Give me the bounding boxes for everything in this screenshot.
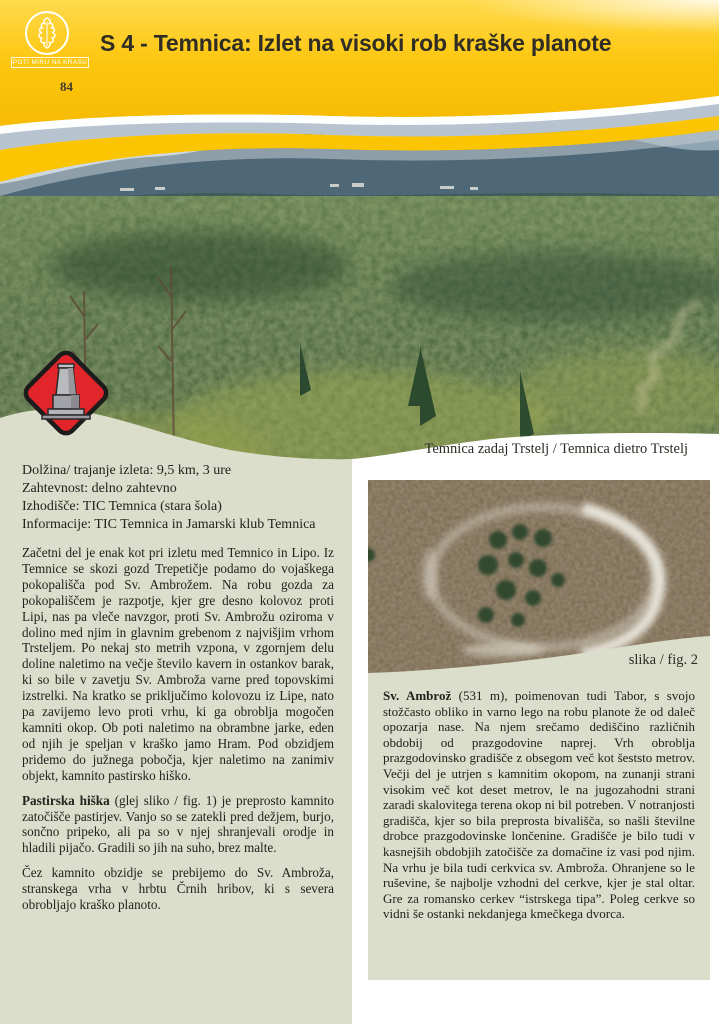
paragraph-sv-ambroz — [383, 688, 695, 922]
logo-label: POTI MIRU NA KRASU — [12, 59, 88, 66]
dark-scrub — [390, 251, 719, 321]
page-number: 84 — [60, 79, 73, 94]
info-difficulty: Zahtevnost: delno zahtevno — [22, 481, 177, 496]
hero-photo-caption: Temnica zadaj Trstelj / Temnica dietro Trstelj — [424, 441, 688, 457]
paragraph-summit: Čez kamnito obzidje se prebijemo do Sv. Ambroža, stranskega vrha v hrbtu Črnih hribov, ki s severa obrobljajo kraško planoto. — [22, 865, 334, 913]
info-start: Izhodišče: TIC Temnica (stara šola) — [22, 499, 222, 514]
paragraph-route: Začetni del je enak kot pri izletu med Temnico in Lipo. Iz Temnice se skozi gozd Trepetičje podamo do vojaškega pokopališča pod Sv. Ambrožem. Na robu gozda za pokopališčem je razpotje, kjer gre desno kolovoz proti Lipi, nas pa vleče navzgor, proti Sv. Ambrožu oziroma v dolino med njim in glavnim grebenom z najvišjim vrhom Trsteljem. Po nekaj sto metrih vzpona, v zgornjem delu doline naletimo na večje število kavern in ostankov barak, ki so bile v zavetju Sv. Ambroža varne pred topovskimi izstrelki. Na kratko se priključimo kolovozu iz Lipe, nato pa zavijemo levo proti vrhu, ki ga obroblja mogočen kamniti okop. Ob poti naletimo na obrambne jarke, eden od njih je speljan v kraško jamo Hram. Pod obzidjem pridemo do južnega pobočja, kjer naletimo na zanimiv objekt, kamnito pastirsko hiško. — [22, 545, 334, 783]
figure-2 — [368, 480, 710, 673]
light-patch — [422, 549, 438, 601]
paragraph-shepherd-hut — [22, 793, 334, 857]
paragraph-text: (glej sliko / fig. 1) je preprosto kamnito zatočišče pastirjev. Vanjo so se zatekli pred dežjem, burjo, sončno pripeko, ali pa so v njej shranjevali orodje in hladili pijačo. Gradili so jih na suho, brez malte. — [22, 792, 334, 856]
right-text-panel — [368, 673, 710, 980]
left-column — [22, 462, 334, 913]
aerial-photo-hillfort — [368, 480, 710, 673]
dark-scrub — [50, 231, 350, 301]
page-title: S 4 - Temnica: Izlet na visoki rob kraške planote — [100, 30, 612, 56]
light-patch — [461, 643, 545, 657]
paragraph-lead-bold: Sv. Ambrož — [383, 688, 452, 703]
stone-marker-diamond-sign-icon — [16, 343, 116, 443]
oak-leaf-logo-icon — [22, 8, 72, 58]
info-length: Dolžina/ trajanje izleta: 9,5 km, 3 ure — [22, 463, 232, 478]
paragraph-text: (531 m), poimenovan tudi Tabor, s svojo stožčasto obliko in varno lego na robu planote že od daleč opozarja nase. Na njem srečamo dediščino različnih obdobij od prazgodovine naprej. Vrh obroblja prazgodovinsko gradišče z obsegom več kot šeststo metrov. Večji del je utrjen s kamnitim okopom, na zunanji strani visokim več kot deset metrov, le na jugozahodni strani zaradi skalovitega terena okop ni bil potreben. V notranjosti gradišča, kjer so bila preprosta bivališča, so našli številne drobce prazgodovinske lončenine. Gradišče je bilo tudi v kasnejših obdobjih zatočišče za domačine iz vasi pod njim. Na vrhu je bila tudi cerkvica sv. Ambroža. Ohranjene so le ruševine, še najbolje vzhodni del cerkve, kjer je stal oltar. Gre za romansko cerkev “istrskega tipa”. Poleg cerkve so vidni še ostanki nekdanjega kmečkega dvorca. — [383, 688, 695, 922]
figure-2-caption: slika / fig. 2 — [628, 652, 698, 668]
info-contact: Informacije: TIC Temnica in Jamarski klub Temnica — [22, 517, 316, 532]
paragraph-lead-bold: Pastirska hiška — [22, 792, 110, 808]
